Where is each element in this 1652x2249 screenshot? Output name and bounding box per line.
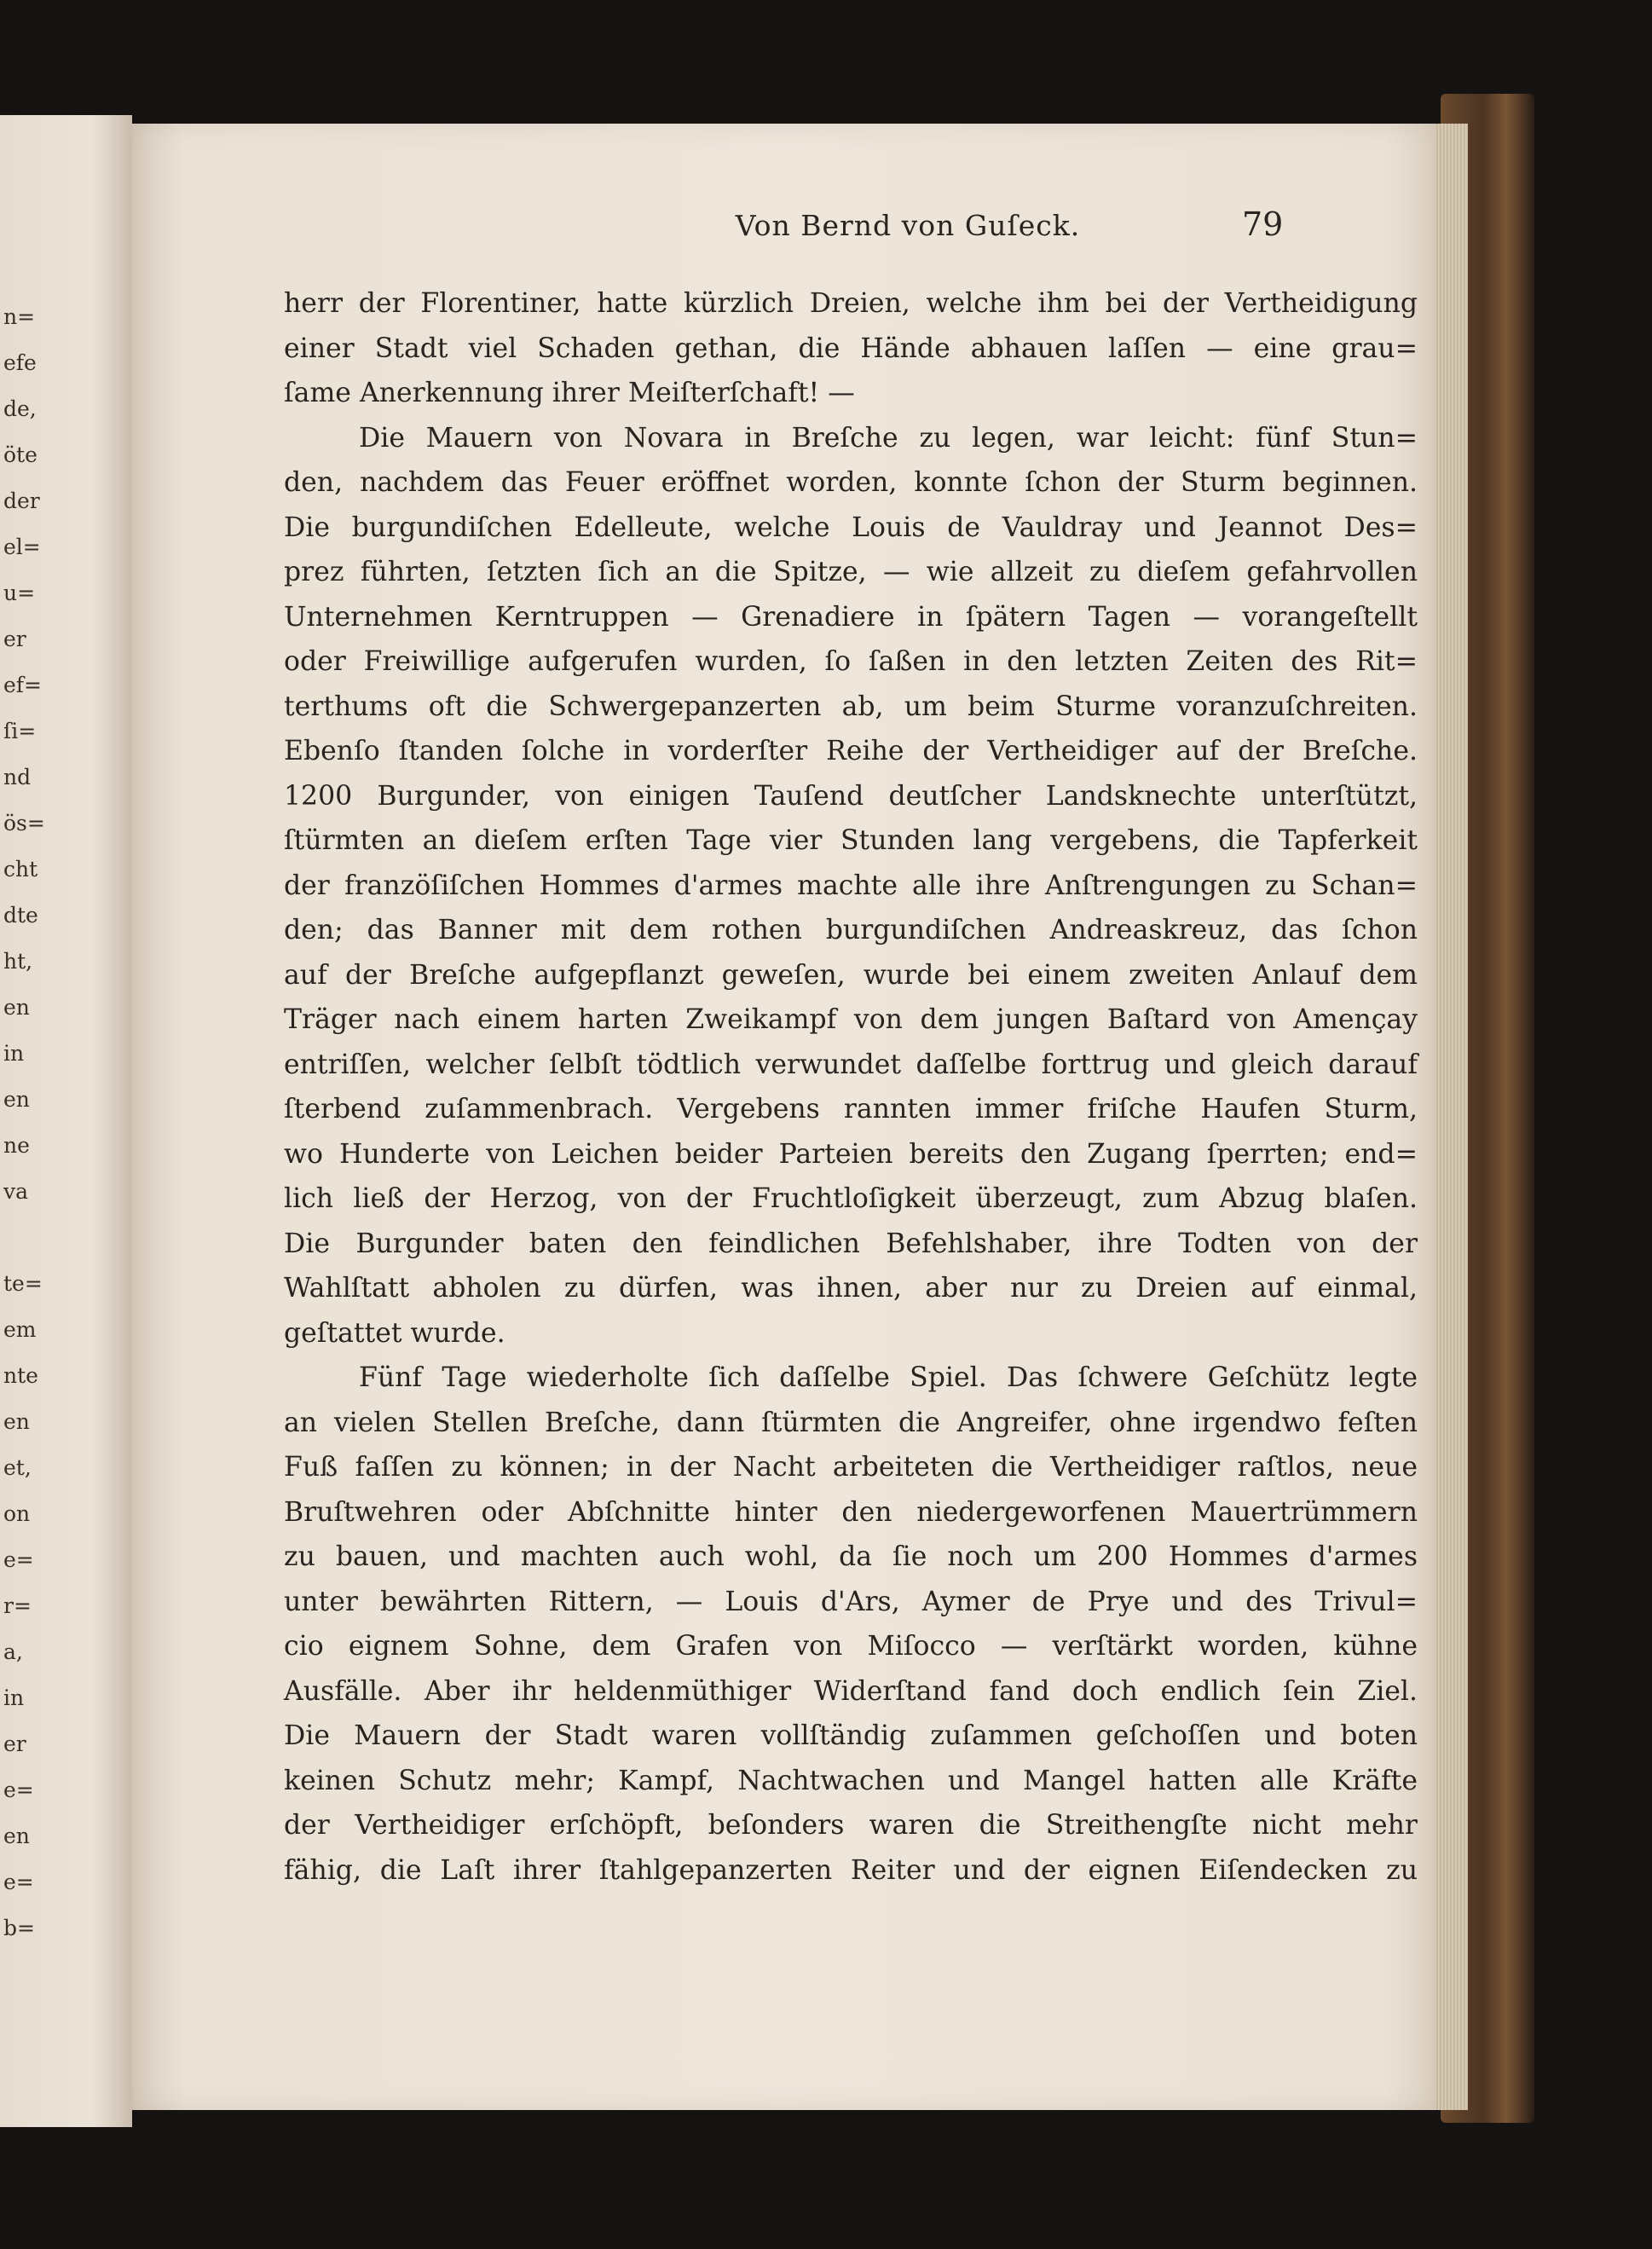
left-fragment: en [3, 995, 30, 1020]
text-line: unter bewährten Rittern, — Louis d'Ars, Aymer de Prye und des Trivul= [284, 1586, 1418, 1617]
text-line: Träger nach einem harten Zweikampf von dem jungen Baſtard von Amençay [284, 1004, 1418, 1035]
text-line: ſterbend zuſammenbrach. Vergebens rannten immer friſche Haufen Sturm, [284, 1094, 1418, 1124]
left-fragment: en [3, 1087, 30, 1112]
text-line: Bruſtwehren oder Abſchnitte hinter den niedergeworfenen Mauertrümmern [284, 1496, 1418, 1528]
left-fragment: in [3, 1041, 25, 1066]
text-line: ſame Anerkennung ihrer Meiſterſchaft! — [284, 378, 855, 408]
left-fragment: n= [3, 304, 36, 329]
text-line: an vielen Stellen Breſche, dann ſtürmten die Angreifer, ohne irgendwo feſten [284, 1407, 1418, 1438]
text-line: Ebenſo ſtanden ſolche in vorderſter Reihe der Vertheidiger auf der Breſche. [284, 736, 1418, 766]
left-fragment: b= [3, 1916, 35, 1940]
left-fragment: der [3, 489, 40, 513]
text-line: einer Stadt viel Schaden gethan, die Hände abhauen laſſen — eine grau= [284, 332, 1418, 364]
running-head: Von Bernd von Guſeck. [735, 209, 1081, 242]
left-fragment: ht, [3, 949, 33, 974]
text-line: auf der Breſche aufgepflanzt geweſen, wurde bei einem zweiten Anlauf dem [284, 959, 1418, 991]
text-line: cio eignem Sohne, dem Grafen von Miſocco — verſtärkt worden, kühne [284, 1631, 1418, 1662]
left-fragment: cht [3, 857, 38, 882]
left-fragment: nd [3, 765, 32, 789]
left-fragment: em [3, 1317, 37, 1342]
text-line: keinen Schutz mehr; Kampf, Nachtwachen und Mangel hatten alle Kräfte [284, 1765, 1418, 1796]
text-line: Wahlſtatt abholen zu dürfen, was ihnen, aber nur zu Dreien auf einmal, [284, 1273, 1418, 1304]
left-fragment: ſi= [3, 719, 37, 743]
left-fragment: in [3, 1685, 25, 1710]
text-line: zu bauen, und machten auch wohl, da ſie noch um 200 Hommes d'armes [284, 1541, 1418, 1572]
left-fragment: e= [3, 1870, 34, 1894]
left-fragment: ef= [3, 673, 42, 697]
text-line: herr der Florentiner, hatte kürzlich Dreien, welche ihm bei der Vertheidigung [284, 288, 1418, 319]
text-line: ſtürmten an dieſem erſten Tage vier Stunden lang vergebens, die Tapferkeit [284, 825, 1418, 856]
text-line: lich ließ der Herzog, von der Fruchtloſigkeit überzeugt, zum Abzug blaſen. [284, 1183, 1418, 1214]
left-fragment: on [3, 1501, 31, 1526]
text-line: Fünf Tage wiederholte ſich daſſelbe Spiel. Das ſchwere Geſchütz legte [359, 1362, 1418, 1393]
left-fragment: te= [3, 1271, 43, 1296]
text-line: den, nachdem das Feuer eröffnet worden, konnte ſchon der Sturm beginnen. [284, 467, 1418, 498]
left-fragment: va [3, 1179, 29, 1204]
text-line: prez führten, ſetzten ſich an die Spitze, — wie allzeit zu dieſem gefahrvollen [284, 557, 1418, 587]
text-line: Unternehmen Kerntruppen — Grenadiere in ſpätern Tagen — vorangeſtellt [284, 601, 1418, 633]
text-line: geſtattet wurde. [284, 1317, 505, 1349]
text-line: oder Freiwillige aufgerufen wurden, ſo ſaßen in den letzten Zeiten des Rit= [284, 646, 1418, 677]
text-line: Fuß faſſen zu können; in der Nacht arbeiteten die Vertheidiger raſtlos, neue [284, 1452, 1418, 1483]
text-line: Die burgundiſchen Edelleute, welche Louis de Vauldray und Jeannot Des= [284, 512, 1418, 543]
text-line: 1200 Burgunder, von einigen Tauſend deutſcher Landsknechte unterſtützt, [284, 780, 1418, 812]
text-line: Die Burgunder baten den feindlichen Befehlshaber, ihre Todten von der [284, 1228, 1418, 1259]
text-line: Ausfälle. Aber ihr heldenmüthiger Widerſtand fand doch endlich ſein Ziel. [284, 1675, 1418, 1707]
text-line: terthums oft die Schwergepanzerten ab, um beim Sturme voranzuſchreiten. [284, 691, 1418, 722]
left-fragment: u= [3, 581, 36, 605]
page-stack-edge [1432, 124, 1468, 2110]
left-fragment: efe [3, 350, 37, 375]
left-fragment: öte [3, 442, 38, 467]
text-line: der Vertheidiger erſchöpft, beſonders waren die Streithengſte nicht mehr [284, 1810, 1418, 1841]
text-line: Die Mauern von Novara in Breſche zu legen, war leicht: fünf Stun= [359, 422, 1418, 454]
left-fragment: el= [3, 535, 41, 559]
body-text [284, 281, 1418, 1893]
text-line: fähig, die Laſt ihrer ſtahlgepanzerten Reiter und der eignen Eiſendecken zu [284, 1854, 1418, 1886]
text-line: Die Mauern der Stadt waren vollſtändig zuſammen geſchoſſen und boten [284, 1720, 1418, 1751]
left-fragment: dte [3, 903, 38, 928]
text-line: entriſſen, welcher ſelbſt tödtlich verwundet daſſelbe forttrug und gleich darauf [284, 1049, 1418, 1080]
text-line: den; das Banner mit dem rothen burgundiſchen Andreaskreuz, das ſchon [284, 915, 1418, 945]
page-number: 79 [1242, 205, 1284, 243]
left-fragment: ös= [3, 811, 45, 835]
left-fragment: a, [3, 1639, 23, 1664]
left-fragment: e= [3, 1778, 34, 1802]
left-fragment: de, [3, 396, 37, 421]
text-line: wo Hunderte von Leichen beider Parteien bereits den Zugang ſperrten; end= [284, 1138, 1418, 1170]
left-fragment: en [3, 1409, 30, 1434]
left-page-text-fragments [0, 294, 44, 1957]
left-fragment: et, [3, 1455, 32, 1480]
left-fragment: er [3, 627, 26, 651]
left-fragment: r= [3, 1593, 32, 1618]
left-fragment: en [3, 1824, 30, 1848]
left-fragment: nte [3, 1363, 38, 1388]
left-fragment: ne [3, 1133, 30, 1158]
left-fragment [3, 1215, 44, 1261]
text-line: der franzöſiſchen Hommes d'armes machte alle ihre Anſtrengungen zu Schan= [284, 870, 1418, 901]
left-fragment: e= [3, 1547, 34, 1572]
right-page [132, 124, 1436, 2110]
left-fragment: er [3, 1732, 26, 1756]
